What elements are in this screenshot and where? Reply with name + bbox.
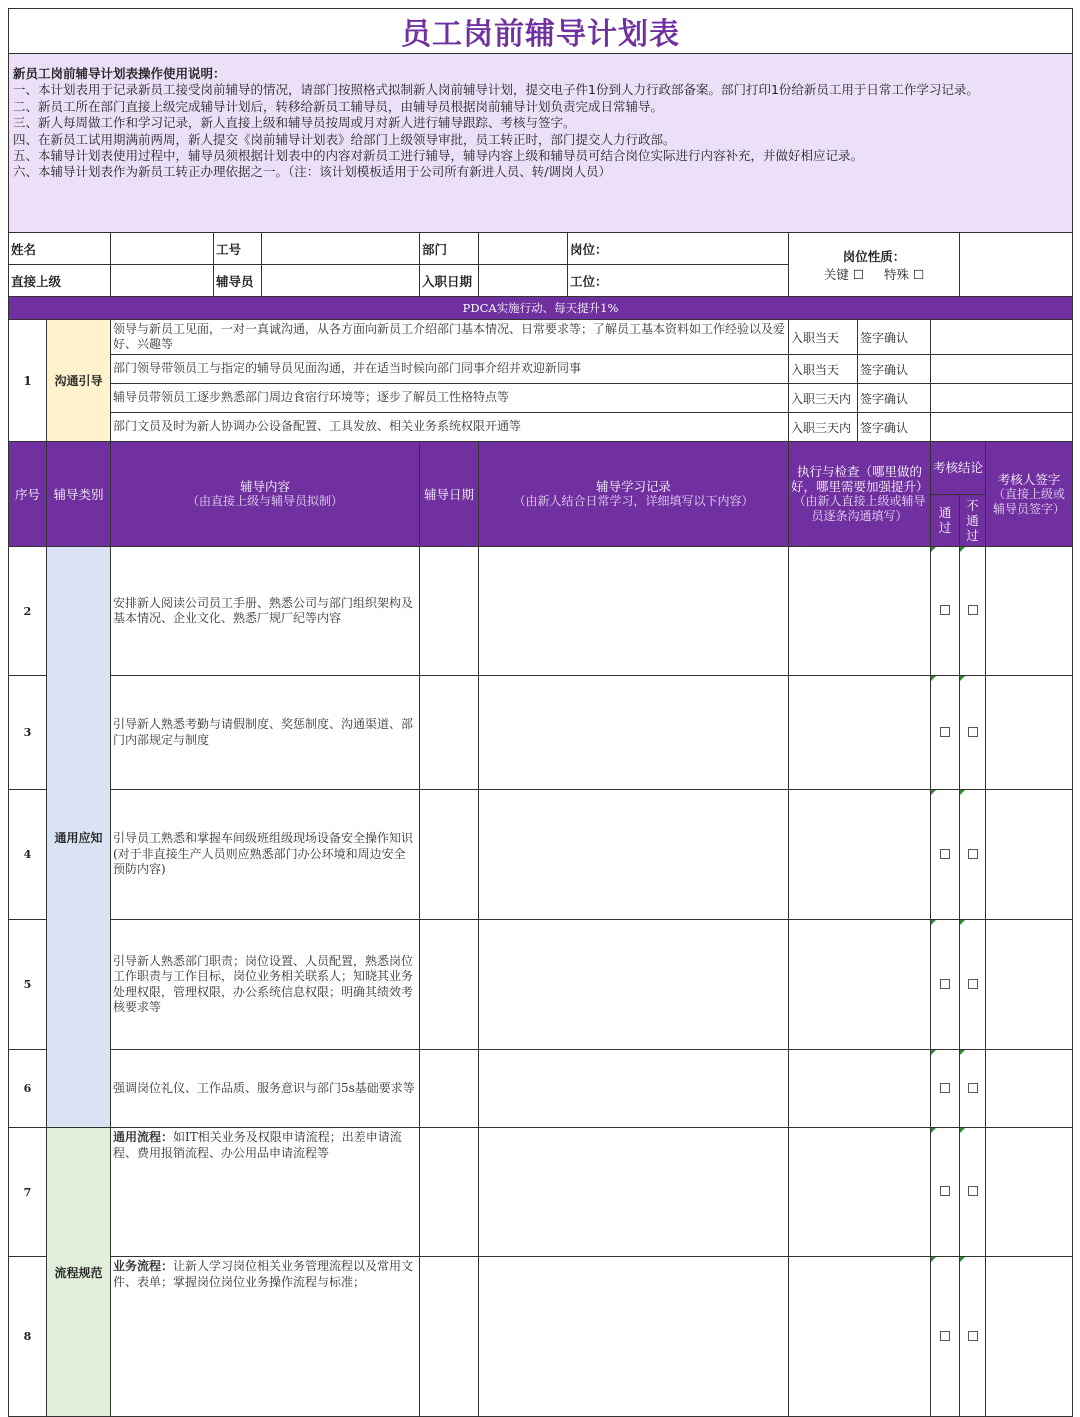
signer-field[interactable]	[986, 1128, 1073, 1257]
pass-checkbox[interactable]	[940, 979, 950, 989]
instruction-line: 一、本计划表用于记录新员工接受岗前辅导的情况，请部门按照格式拟制新人岗前辅导计划，提交电子件1份到人力行政部备案。部门打印1份给新员工用于日常工作学习记录。	[13, 82, 979, 98]
header-date: 辅导日期	[420, 442, 479, 547]
row-number: 4	[9, 790, 47, 920]
name-label: 姓名	[9, 233, 111, 265]
post-type-blank[interactable]	[960, 233, 1073, 297]
header-fail: 不通过	[960, 494, 986, 547]
header-record-label: 辅导学习记录	[595, 479, 671, 494]
fail-checkbox[interactable]	[968, 1083, 978, 1093]
fail-checkbox[interactable]	[968, 1186, 978, 1196]
mentoring-content: 安排新人阅读公司员工手册、熟悉公司与部门组织架构及基本情况、企业文化、熟悉厂规厂纪等内容	[111, 547, 420, 676]
header-check-label: 执行与检查（哪里做的好，哪里需要加强提升）	[791, 464, 929, 494]
instruction-line: 四、在新员工试用期满前两周，新人提交《岗前辅导计划表》给部门上级领导审批，员工转正时，部门提交人力行政部。	[13, 131, 676, 147]
join-date-field[interactable]	[479, 265, 568, 297]
mentoring-content: 强调岗位礼仪、工作品质、服务意识与部门5s基础要求等	[111, 1050, 420, 1128]
instructions-block	[9, 54, 1073, 233]
task-signature-field[interactable]	[931, 355, 1073, 384]
row-number: 3	[9, 676, 47, 790]
mentoring-date-field[interactable]	[420, 1128, 479, 1257]
header-check-sub: （由新人直接上级或辅导员逐条沟通填写）	[793, 494, 926, 523]
task-signature-field[interactable]	[931, 413, 1073, 442]
instructions-heading: 新员工岗前辅导计划表操作使用说明：	[13, 66, 226, 81]
signer-field[interactable]	[986, 676, 1073, 790]
header-record-sub: （由新人结合日常学习，详细填写以下内容）	[513, 494, 754, 508]
mentoring-content	[111, 1257, 420, 1417]
header-seq: 序号	[9, 442, 47, 547]
mentoring-date-field[interactable]	[420, 676, 479, 790]
header-check	[789, 442, 931, 547]
fail-checkbox[interactable]	[968, 1331, 978, 1341]
task-time: 入职当天	[789, 320, 858, 355]
employee-id-label: 工号	[214, 233, 262, 265]
pass-cell[interactable]	[931, 676, 960, 790]
post-type-special-checkbox[interactable]: ☐	[912, 266, 925, 282]
pass-checkbox[interactable]	[940, 1186, 950, 1196]
header-pass: 通过	[931, 494, 960, 547]
mentoring-content: 引导新人熟悉部门职责；岗位设置、人员配置，熟悉岗位工作职责与工作目标，岗位业务相关联系人；知晓其业务处理权限，管理权限，办公系统信息权限；明确其绩效考核要求等	[111, 920, 420, 1050]
task-confirm: 签字确认	[858, 320, 931, 355]
task-signature-field[interactable]	[931, 320, 1073, 355]
signer-field[interactable]	[986, 547, 1073, 676]
pass-cell[interactable]	[931, 920, 960, 1050]
row-number: 5	[9, 920, 47, 1050]
post-type-key-label: 关键	[823, 266, 849, 282]
process-text: 让新人学习岗位相关业务管理流程以及常用文件、表单；掌握岗位岗位业务操作流程与标准；	[113, 1259, 414, 1289]
mentoring-content: 引导员工熟悉和掌握车间级班组级现场设备安全操作知识(对于非直接生产人员则应熟悉部门办公环境和周边安全预防内容)	[111, 790, 420, 920]
header-category: 辅导类别	[47, 442, 111, 547]
pass-checkbox[interactable]	[940, 1083, 950, 1093]
post-type-label: 岗位性质：	[842, 248, 906, 264]
signer-field[interactable]	[986, 1050, 1073, 1128]
row-number: 1	[9, 320, 47, 442]
plan-sheet	[8, 8, 1072, 1417]
pdca-banner: PDCA实施行动、每天提升1%	[9, 297, 1073, 320]
mentoring-date-field[interactable]	[420, 1050, 479, 1128]
header-content	[111, 442, 420, 547]
pass-cell[interactable]	[931, 1257, 960, 1417]
mentoring-content: 引导新人熟悉考勤与请假制度、奖惩制度、沟通渠道、部门内部规定与制度	[111, 676, 420, 790]
check-field[interactable]	[789, 790, 931, 920]
onboarding-task: 部门文员及时为新人协调办公设备配置、工具发放、相关业务系统权限开通等	[111, 413, 789, 442]
process-text: 如IT相关业务及权限申请流程；出差申请流程、费用报销流程、办公用品申请流程等	[113, 1130, 402, 1160]
learning-record-field[interactable]	[479, 1050, 789, 1128]
fail-cell[interactable]	[960, 1050, 986, 1128]
task-time: 入职三天内	[789, 384, 858, 413]
name-field[interactable]	[111, 233, 214, 265]
onboarding-task: 辅导员带领员工逐步熟悉部门周边食宿行环境等；逐步了解员工性格特点等	[111, 384, 789, 413]
fail-checkbox[interactable]	[968, 727, 978, 737]
fail-checkbox[interactable]	[968, 605, 978, 615]
header-signer-label: 考核人签字	[997, 471, 1061, 487]
task-signature-field[interactable]	[931, 384, 1073, 413]
fail-checkbox[interactable]	[968, 849, 978, 859]
header-signer-sub: （直接上级或辅导员签字）	[993, 486, 1066, 516]
fail-cell[interactable]	[960, 547, 986, 676]
pass-checkbox[interactable]	[940, 605, 950, 615]
mentoring-content	[111, 1128, 420, 1257]
task-confirm: 签字确认	[858, 413, 931, 442]
instruction-line: 二、新员工所在部门直接上级完成辅导计划后，转移给新员工辅导员，由辅导员根据岗前辅导计划负责完成日常辅导。	[13, 98, 664, 114]
join-date-label: 入职日期	[420, 265, 479, 297]
task-time: 入职三天内	[789, 413, 858, 442]
task-time: 入职当天	[789, 355, 858, 384]
onboarding-task: 部门领导带领员工与指定的辅导员见面沟通，并在适当时候向部门同事介绍并欢迎新同事	[111, 355, 789, 384]
check-field[interactable]	[789, 676, 931, 790]
category-process: 流程规范	[47, 1128, 111, 1417]
category-general: 通用应知	[47, 547, 111, 1128]
supervisor-label: 直接上级	[9, 265, 111, 297]
employee-id-field[interactable]	[262, 233, 420, 265]
pass-cell[interactable]	[931, 790, 960, 920]
onboarding-task: 领导与新员工见面，一对一真诚沟通，从各方面向新员工介绍部门基本情况、日常要求等；了解员工基本资料如工作经验以及爱好、兴趣等	[111, 320, 789, 355]
task-confirm: 签字确认	[858, 355, 931, 384]
header-content-label: 辅导内容	[239, 479, 290, 494]
mentor-label: 辅导员	[214, 265, 262, 297]
learning-record-field[interactable]	[479, 920, 789, 1050]
check-field[interactable]	[789, 920, 931, 1050]
header-result: 考核结论	[931, 442, 986, 495]
learning-record-field[interactable]	[479, 676, 789, 790]
row-number: 8	[9, 1257, 47, 1417]
supervisor-field[interactable]	[111, 265, 214, 297]
pass-checkbox[interactable]	[940, 1331, 950, 1341]
post-type-cell	[789, 233, 960, 297]
page-title: 员工岗前辅导计划表	[9, 9, 1073, 54]
instruction-line: 五、本辅导计划表使用过程中，辅导员须根据计划表中的内容对新员工进行辅导，辅导内容上级和辅导员可结合岗位实际进行内容补充，并做好相应记录。	[13, 148, 864, 164]
pass-cell[interactable]	[931, 1128, 960, 1257]
signer-field[interactable]	[986, 790, 1073, 920]
check-field[interactable]	[789, 547, 931, 676]
pass-cell[interactable]	[931, 1050, 960, 1128]
pass-checkbox[interactable]	[940, 849, 950, 859]
signer-field[interactable]	[986, 920, 1073, 1050]
pass-cell[interactable]	[931, 547, 960, 676]
fail-cell[interactable]	[960, 1257, 986, 1417]
department-label: 部门	[420, 233, 479, 265]
check-field[interactable]	[789, 1050, 931, 1128]
learning-record-field[interactable]	[479, 1257, 789, 1417]
mentoring-date-field[interactable]	[420, 547, 479, 676]
category-communication: 沟通引导	[47, 320, 111, 442]
row-number: 2	[9, 547, 47, 676]
post-type-special-label: 特殊	[883, 266, 909, 282]
header-record	[479, 442, 789, 547]
seat-label[interactable]: 工位：	[568, 265, 789, 297]
header-content-sub: （由直接上级与辅导员拟制）	[186, 494, 343, 508]
signer-field[interactable]	[986, 1257, 1073, 1417]
post-type-key-checkbox[interactable]: ☐	[852, 266, 865, 282]
post-label[interactable]: 岗位：	[568, 233, 789, 265]
mentor-field[interactable]	[262, 265, 420, 297]
pass-checkbox[interactable]	[940, 727, 950, 737]
check-field[interactable]	[789, 1257, 931, 1417]
process-prefix: 通用流程：	[113, 1130, 174, 1144]
instruction-line: 六、本辅导计划表作为新员工转正办理依据之一。（注：该计划模板适用于公司所有新进人员、转/调岗人员）	[13, 164, 611, 180]
department-field[interactable]	[479, 233, 568, 265]
fail-cell[interactable]	[960, 920, 986, 1050]
learning-record-field[interactable]	[479, 1128, 789, 1257]
mentoring-date-field[interactable]	[420, 920, 479, 1050]
instruction-line: 三、新人每周做工作和学习记录，新人直接上级和辅导员按周或月对新人进行辅导跟踪、考核与签字。	[13, 115, 576, 131]
learning-record-field[interactable]	[479, 547, 789, 676]
check-field[interactable]	[789, 1128, 931, 1257]
header-signer	[986, 442, 1073, 547]
mentoring-date-field[interactable]	[420, 1257, 479, 1417]
row-number: 6	[9, 1050, 47, 1128]
fail-cell[interactable]	[960, 676, 986, 790]
fail-cell[interactable]	[960, 1128, 986, 1257]
process-prefix: 业务流程：	[113, 1259, 174, 1273]
row-number: 7	[9, 1128, 47, 1257]
fail-cell[interactable]	[960, 790, 986, 920]
task-confirm: 签字确认	[858, 384, 931, 413]
plan-table	[8, 8, 1073, 1417]
mentoring-date-field[interactable]	[420, 790, 479, 920]
fail-checkbox[interactable]	[968, 979, 978, 989]
learning-record-field[interactable]	[479, 790, 789, 920]
